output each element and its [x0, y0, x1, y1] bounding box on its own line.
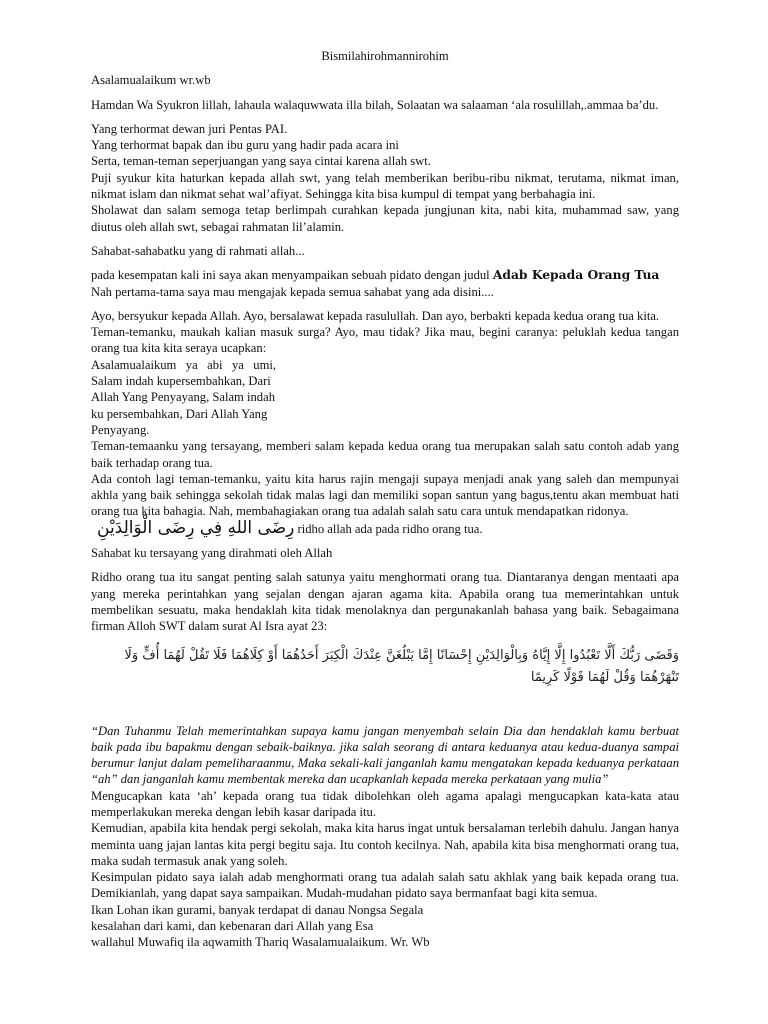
praise-paragraph: Puji syukur kita haturkan kepada allah swt, yang telah memberikan beribu-ribu nikmat, terutama, nikmat iman, nikmat islam dan nikmat sehat wal’afiyat. Sehingga kita bisa kumpul di tempat yang berbahagia ini. — [91, 170, 679, 202]
poem-line-3: Allah Yang Penyayang, Salam indah — [91, 390, 275, 405]
ah-paragraph: Mengucapkan kata ‘ah’ kepada orang tua tidak dibolehkan oleh agama apalagi mengucapkan kata-kata atau memperlakukan mereka dengan lebih kasar daripada itu. — [91, 788, 679, 819]
school-paragraph: Kemudian, apabila kita hendak pergi sekolah, maka kita harus ingat untuk bersalaman terlebih dahulu. Jangan hanya meminta uang jajan lantas kita pergi begitu saja. Itu contoh kecilnya. Nah, apabila kita bisa menghormati orang tua, maka sudah termasuk anak yang soleh. — [91, 821, 679, 868]
intro-text: pada kesempatan kali ini saya akan menyampaikan sebuah pidato dengan judul — [91, 268, 493, 283]
poem-line-5: Penyayang. — [91, 422, 150, 437]
pantun-line-1: Ikan Lohan ikan gurami, banyak terdapat di danau Nongsa Segala — [91, 902, 424, 917]
poem-line-4: ku persembahkan, Dari Allah Yang — [91, 406, 268, 421]
intro-line-2: Nah pertama-tama saya mau mengajak kepada semua sahabat yang ada disini.... — [91, 284, 494, 299]
speech-text — [91, 48, 679, 951]
poem-line-2: Salam indah kupersembahkan, Dari — [91, 374, 271, 389]
ridho-paragraph: Ridho orang tua itu sangat penting salah satunya yaitu menghormati orang tua. Diantaranya dengan mentaati apa yang mereka perintahkan yang sejalan dengan ajaran agama kita. Apabila orang tua memerintahkan untuk membelikan sesuatu, maka hendaklah kita tidak menolaknya dan pergunakanlah bahasa yang baik. Sebagaimana firman Alloh SWT dalam surat Al Isra ayat 23: — [91, 570, 679, 634]
sholawat-paragraph: Sholawat dan salam semoga tetap berlimpah curahkan kepada jungjunan kita, nabi kita, muhammad saw, yang diutus oleh allah swt, sebagai rahmatan lil’alamin. — [91, 203, 679, 234]
greeting: Asalamualaikum wr.wb — [91, 73, 211, 88]
quran-verse-arabic: وَقَضَى رَبُّكَ أَلَّا تَعْبُدُوا إِلَّا إِيَّاهُ وَبِالْوَالِدَيْنِ إِحْسَانًا إِمَّا يَبْلُغَنَّ عِنْدَكَ الْكِبَرَ أَحَدُهُمَا أَوْ كِلَاهُمَا فَلَا تَقُلْ لَهُمَا أُفٍّ وَلَا تَنْهَرْهُمَا وَقُلْ لَهُمَا قَوْلًا كَرِيمًا — [124, 647, 679, 685]
respect-line-3: Serta, teman-teman seperjuangan yang saya cintai karena allah swt. — [91, 154, 431, 169]
document-title: Bismilahirohmannirohim — [321, 49, 449, 63]
hadith-meaning: ridho allah ada pada ridho orang tua. — [297, 521, 483, 536]
pantun-line-2: kesalahan dari kami, dan kebenaran dari Allah yang Esa — [91, 919, 374, 934]
intro-paragraph — [91, 267, 679, 283]
verse-translation: “Dan Tuhanmu Telah memerintahkan supaya kamu jangan menyembah selain Dia dan hendaklah kamu berbuat baik pada ibu bapakmu dengan sebaik-baiknya. jika salah seorang di antara keduanya atau kedua-duanya sampai berumur lanjut dalam pemeliharaanmu, Maka sekali-kali janganlah kamu mengatakan kepada keduanya perkataan “ah” dan janganlah kamu membentak mereka dan ucapkanlah kepada mereka perkataan yang mulia” — [91, 723, 679, 787]
salam-paragraph: Teman-temaanku yang tersayang, memberi salam kepada kedua orang tua merupakan salah satu contoh adab yang baik terhadap orang tua. — [91, 439, 679, 470]
hadith-arabic: رِضَى اللهِ فِي رِضَى الْوَالِدَيْنِ — [97, 517, 295, 538]
closing-line: wallahul Muwafiq ila aqwamith Thariq Wasalamualaikum. Wr. Wb — [91, 935, 430, 950]
respect-line-2: Yang terhormat bapak dan ibu guru yang hadir pada acara ini — [91, 138, 399, 153]
respect-line-1: Yang terhormat dewan juri Pentas PAI. — [91, 121, 288, 136]
address-line-2: Sahabat ku tersayang yang dirahmati oleh Allah — [91, 546, 333, 561]
hadith-line — [91, 517, 679, 538]
address-line-1: Sahabat-sahabatku yang di rahmati allah... — [91, 243, 305, 258]
speech-title: Adab Kepada Orang Tua — [492, 267, 660, 283]
example-paragraph: Ada contoh lagi teman-temanku, yaitu kita harus rajin mengaji supaya menjadi anak yang saleh dan mempunyai akhla yang baik sehingga sekolah tidak malas lagi dan memiliki sopan santun yang bagus,tentu akan membuat hati orang tua kita bahagia. Nah, membahagiakan orang tua adalah salah satu cara untuk mendapatkan ridonya. — [91, 471, 679, 519]
poem-line-1: Asalamualaikum ya abi ya umi, — [91, 357, 277, 372]
invite-paragraph: Ayo, bersyukur kepada Allah. Ayo, bersalawat kepada rasulullah. Dan ayo, berbakti kepada kedua orang tua kita. — [91, 308, 660, 323]
opening-paragraph: Hamdan Wa Syukron lillah, lahaula walaquwwata illa bilah, Solaatan wa salaaman ‘ala rosulillah,.ammaa ba’du. — [91, 97, 659, 112]
question-paragraph: Teman-temanku, maukah kalian masuk surga? Ayo, mau tidak? Jika mau, begini caranya: peluklah kedua tangan orang tua kita kita seraya ucapkan: — [91, 325, 679, 356]
conclusion-paragraph: Kesimpulan pidato saya ialah adab menghormati orang tua adalah salah satu akhlak yang baik kepada orang tua. Demikianlah, yang dapat saya sampaikan. Mudah-mudahan pidato saya bermanfaat bagi kita semua. — [91, 870, 679, 901]
